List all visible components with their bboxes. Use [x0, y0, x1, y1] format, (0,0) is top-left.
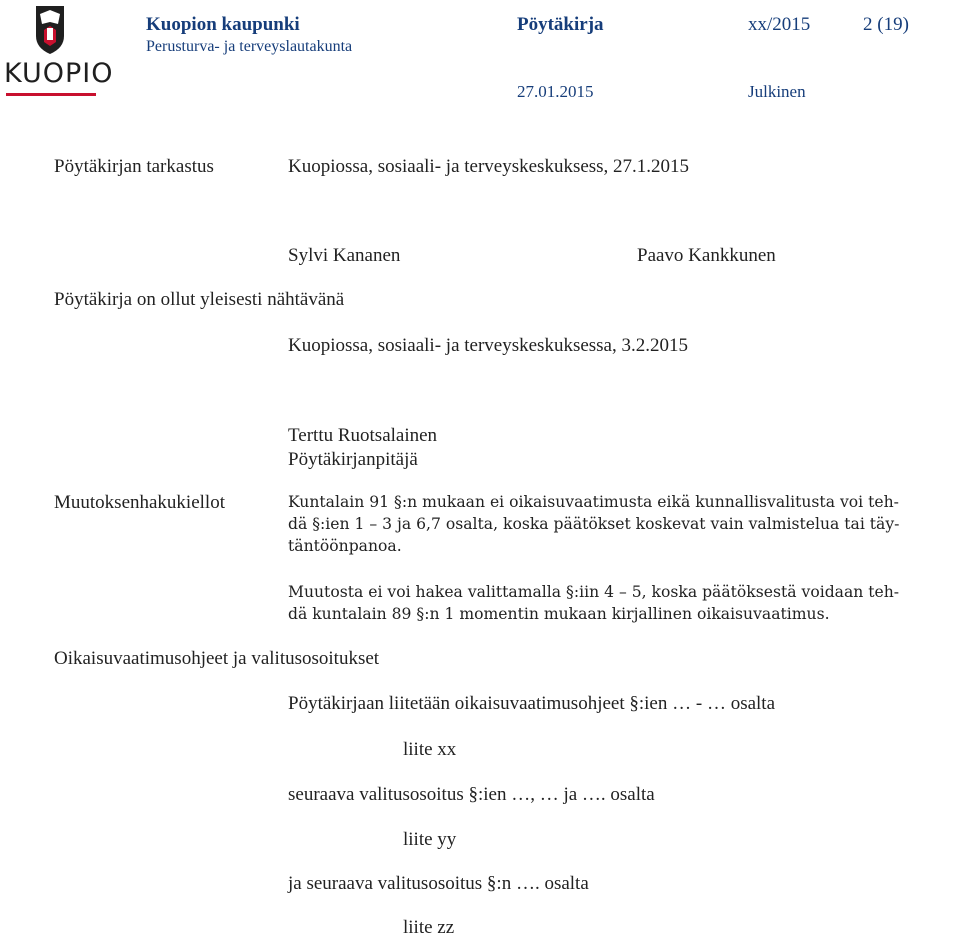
keeper-name: Terttu Ruotsalainen [288, 425, 438, 446]
attachment-zz: liite zz [403, 917, 455, 936]
org-name: Kuopion kaupunki [146, 14, 300, 35]
signer-1: Sylvi Kananen [288, 245, 401, 266]
page-number: 2 (19) [863, 14, 909, 35]
appeals-line-3: ja seuraava valitusosoitus §:n …. osalta [288, 873, 589, 894]
display-place-date: Kuopiossa, sosiaali- ja terveyskeskuksessa, 3.2.2015 [288, 335, 688, 356]
kuopio-logo [0, 0, 114, 100]
board-name: Perusturva- ja terveyslautakunta [146, 38, 353, 55]
keeper-title: Pöytäkirjanpitäjä [288, 449, 418, 470]
attachment-yy: liite yy [403, 829, 457, 850]
logo-underline [6, 93, 96, 96]
amendments-label: Muutoksenhakukiellot [54, 492, 225, 513]
display-label: Pöytäkirja on ollut yleisesti nähtävänä [54, 289, 345, 310]
doc-type: Pöytäkirja [517, 14, 604, 35]
meeting-date: 27.01.2015 [517, 82, 594, 101]
appeals-line-1: Pöytäkirjaan liitetään oikaisuvaatimusohjeet §:ien … - … osalta [288, 693, 776, 714]
amendments-para1-line1: Kuntalain 91 §:n mukaan ei oikaisuvaatimusta eikä kunnallisvalitusta voi teh- [288, 493, 899, 511]
amendments-para2-line2: dä kuntalain 89 §:n 1 momentin mukaan kirjallinen oikaisuvaatimus. [288, 605, 830, 623]
appeals-line-2: seuraava valitusosoitus §:ien …, … ja …. osalta [288, 784, 655, 805]
attachment-xx: liite xx [403, 739, 457, 760]
logo-wordmark: KUOPIO [4, 58, 114, 89]
publicity-status: Julkinen [748, 82, 806, 101]
amendments-para1-line2: dä §:ien 1 – 3 ja 6,7 osalta, koska päätökset koskevat vain valmistelua tai täy- [288, 515, 900, 533]
amendments-para1-line3: täntöönpanoa. [288, 537, 402, 555]
signer-2: Paavo Kankkunen [637, 245, 776, 266]
amendments-para2-line1: Muutosta ei voi hakea valittamalla §:iin 4 – 5, koska päätöksestä voidaan teh- [288, 583, 900, 601]
inspection-label: Pöytäkirjan tarkastus [54, 156, 214, 177]
appeals-label: Oikaisuvaatimusohjeet ja valitusosoitukset [54, 648, 380, 669]
doc-number: xx/2015 [748, 14, 811, 35]
inspection-place-date: Kuopiossa, sosiaali- ja terveyskeskuksess, 27.1.2015 [288, 156, 690, 177]
